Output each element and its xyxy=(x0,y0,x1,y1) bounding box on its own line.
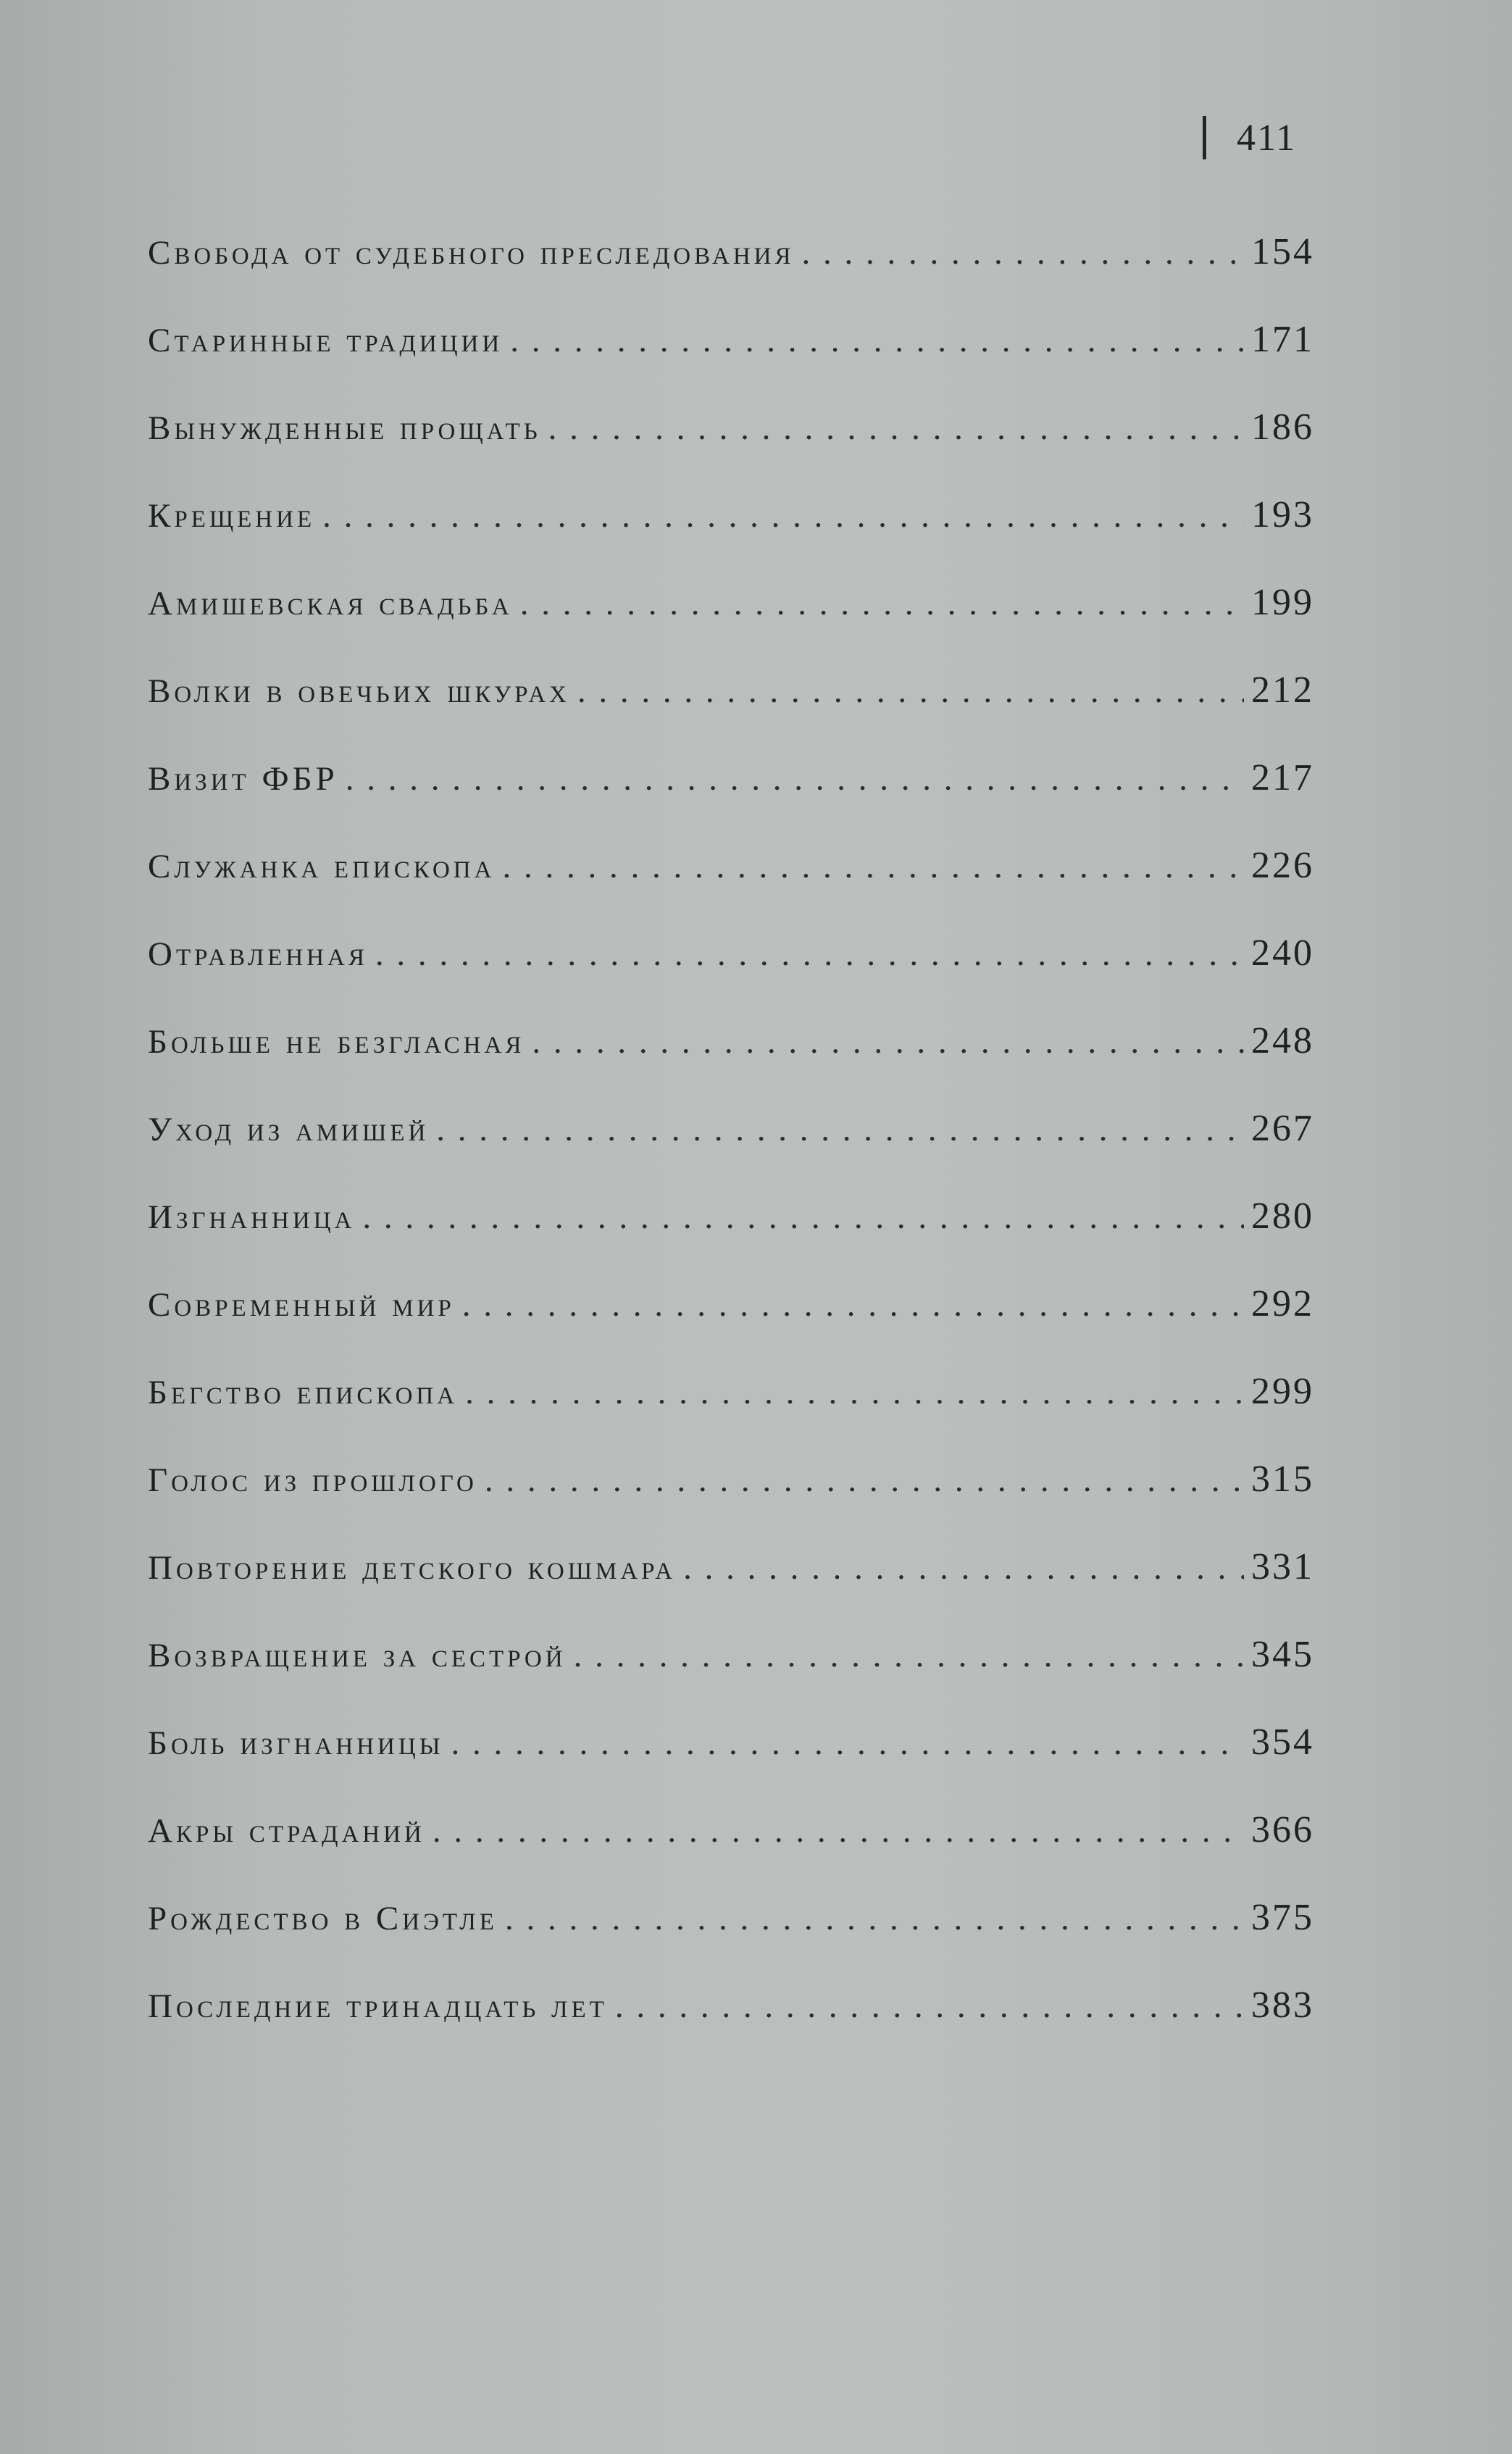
toc-dot-leader xyxy=(520,584,1244,623)
toc-entry xyxy=(148,581,1314,669)
toc-entry-page: 366 xyxy=(1251,1809,1314,1850)
toc-entry-title: Голос из прошлого xyxy=(148,1461,477,1499)
toc-dot-leader xyxy=(462,1285,1244,1324)
toc-entry-page: 299 xyxy=(1251,1371,1314,1412)
toc-entry-title: Крещение xyxy=(148,497,316,535)
toc-entry-page: 186 xyxy=(1251,406,1314,448)
toc-entry xyxy=(148,1370,1314,1458)
toc-entry xyxy=(148,1808,1314,1896)
toc-entry-title: Визит ФБР xyxy=(148,760,338,798)
toc-entry-page: 226 xyxy=(1251,845,1314,886)
toc-entry-title: Современный мир xyxy=(148,1286,455,1324)
toc-entry xyxy=(148,1896,1314,1984)
toc-entry-title: Возвращение за сестрой xyxy=(148,1637,567,1674)
toc-entry xyxy=(148,1282,1314,1370)
toc-entry-page: 315 xyxy=(1251,1458,1314,1500)
toc-entry-page: 375 xyxy=(1251,1897,1314,1938)
toc-entry-page: 212 xyxy=(1251,669,1314,711)
toc-entry-title: Рождество в Сиэтле xyxy=(148,1900,498,1937)
toc-entry xyxy=(148,932,1314,1019)
toc-entry-title: Старинные традиции xyxy=(148,322,504,359)
toc-dot-leader xyxy=(436,1110,1244,1149)
toc-entry xyxy=(148,318,1314,406)
toc-entry-page: 280 xyxy=(1251,1195,1314,1237)
header-rule xyxy=(1203,116,1206,159)
toc-entry-title: Бегство епископа xyxy=(148,1374,459,1411)
toc-entry xyxy=(148,1458,1314,1545)
toc-entry-page: 267 xyxy=(1251,1108,1314,1149)
toc-entry xyxy=(148,844,1314,932)
toc-entry-page: 217 xyxy=(1251,757,1314,798)
toc-dot-leader xyxy=(683,1548,1244,1587)
toc-dot-leader xyxy=(505,1899,1244,1938)
toc-entry-title: Больше не безгласная xyxy=(148,1023,525,1061)
toc-entry-page: 248 xyxy=(1251,1020,1314,1061)
toc-entry xyxy=(148,1107,1314,1195)
toc-dot-leader xyxy=(502,847,1244,886)
page-header xyxy=(1203,109,1319,167)
toc-entry-page: 331 xyxy=(1251,1546,1314,1587)
toc-entry xyxy=(148,669,1314,756)
table-of-contents xyxy=(148,230,1314,2071)
toc-entry-title: Вынужденные прощать xyxy=(148,409,541,447)
toc-dot-leader xyxy=(802,233,1244,272)
toc-dot-leader xyxy=(362,1198,1244,1237)
toc-entry-page: 345 xyxy=(1251,1634,1314,1675)
toc-dot-leader xyxy=(615,1987,1244,2026)
toc-entry-title: Отравленная xyxy=(148,935,368,973)
toc-entry-title: Последние тринадцать лет xyxy=(148,1987,608,2025)
toc-entry-title: Амишевская свадьба xyxy=(148,585,513,622)
toc-dot-leader xyxy=(532,1022,1244,1061)
toc-entry xyxy=(148,1019,1314,1107)
toc-entry-title: Акры страданий xyxy=(148,1812,425,1850)
toc-entry-title: Боль изгнанницы xyxy=(148,1724,444,1762)
toc-dot-leader xyxy=(451,1724,1244,1763)
toc-entry-title: Волки в овечьих шкурах xyxy=(148,672,570,710)
toc-entry xyxy=(148,1633,1314,1721)
toc-entry xyxy=(148,493,1314,581)
toc-entry xyxy=(148,756,1314,844)
toc-entry xyxy=(148,1984,1314,2071)
toc-entry-title: Служанка епископа xyxy=(148,848,496,885)
toc-entry-page: 292 xyxy=(1251,1283,1314,1324)
toc-entry-page: 154 xyxy=(1251,231,1314,272)
toc-dot-leader xyxy=(465,1373,1244,1412)
toc-dot-leader xyxy=(548,409,1244,448)
toc-dot-leader xyxy=(577,672,1244,711)
toc-dot-leader xyxy=(433,1811,1244,1850)
toc-entry xyxy=(148,1545,1314,1633)
toc-entry xyxy=(148,230,1314,318)
page-number: 411 xyxy=(1237,117,1297,159)
toc-dot-leader xyxy=(346,759,1244,798)
toc-entry-page: 193 xyxy=(1251,494,1314,535)
toc-dot-leader xyxy=(322,496,1244,535)
toc-entry-page: 383 xyxy=(1251,1985,1314,2026)
toc-entry-page: 171 xyxy=(1251,319,1314,360)
toc-entry xyxy=(148,1721,1314,1808)
toc-dot-leader xyxy=(510,321,1244,360)
toc-entry xyxy=(148,1195,1314,1282)
toc-entry-page: 354 xyxy=(1251,1721,1314,1763)
toc-entry-title: Изгнанница xyxy=(148,1198,356,1236)
toc-entry-title: Уход из амишей xyxy=(148,1111,430,1148)
toc-entry-title: Свобода от судебного преследования xyxy=(148,234,795,272)
toc-dot-leader xyxy=(574,1636,1244,1675)
toc-entry-page: 240 xyxy=(1251,932,1314,974)
toc-dot-leader xyxy=(485,1461,1244,1500)
toc-dot-leader xyxy=(375,935,1244,974)
toc-entry xyxy=(148,406,1314,493)
toc-entry-title: Повторение детского кошмара xyxy=(148,1549,677,1587)
toc-entry-page: 199 xyxy=(1251,582,1314,623)
